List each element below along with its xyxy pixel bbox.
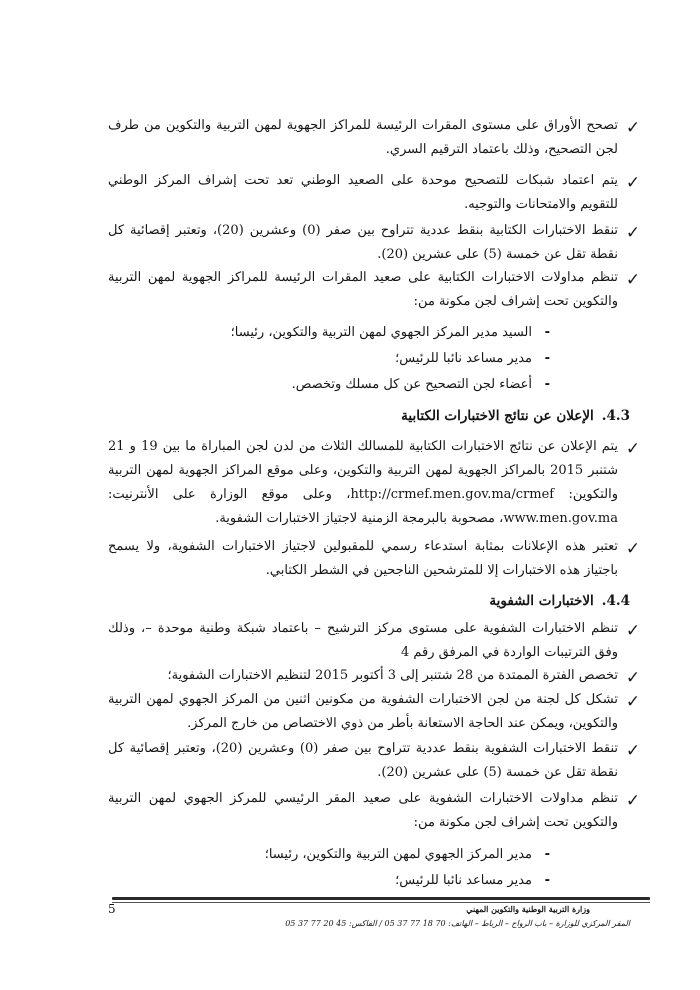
committee-item <box>120 322 550 344</box>
dash-icon: - <box>544 873 550 888</box>
bullet-item: تنظم مداولات الاختبارات الشفوية على صعيد المقر الرئيسي للمركز الجهوي لمهن التربية والتكوين تحت إشراف لجن مكونة من: <box>108 791 618 830</box>
section-number: 4.4. <box>601 593 630 609</box>
check-icon: ✓ <box>625 791 641 811</box>
footer-rule <box>112 897 650 900</box>
committee-item-text: مدير المركز الجهوي لمهن التربية والتكوين، رئيسا؛ <box>264 847 532 862</box>
bullet-item: تعتبر هذه الإعلانات بمثابة استدعاء رسمي للمقبولين لاجتياز الاختبارات الشفوية، ولا يسمح باجتياز هذه الاختبارات إلا للمترشحين الناجحين في الشطر الكتابي. <box>108 539 618 578</box>
dash-icon: - <box>544 847 550 862</box>
section-heading-4-4 <box>489 590 630 612</box>
committee-item <box>120 844 550 866</box>
bullet-item: تنقط الاختبارات الشفوية بنقط عددية تتراوح بين صفر (0) وعشرين (20)، وتعتبر إقصائية كل نقطة تقل عن خمسة (5) على عشرين (20). <box>108 741 618 780</box>
section-title: الإعلان عن نتائج الاختبارات الكتابية <box>401 408 594 424</box>
bullet-item: يتم الإعلان عن نتائج الاختبارات الكتابية للمسالك الثلاث من لدن لجن المباراة ما بين 19 و 21 شتنبر 2015 بالمراكز الجهوية لمهن التربية والتكوين، وعلى موقع المراكز الجهوية لمهن التربية والتكوين: http://crmef.men.gov.ma/crmef، وعلى موقع الوزارة على الأنترنيت: www.men.gov.ma، مصحوبة بالبرمجة الزمنية لاجتياز الاختبارات الشفوية. <box>108 439 619 526</box>
check-icon: ✓ <box>625 173 641 193</box>
committee-item-text: مدير مساعد نائبا للرئيس؛ <box>395 351 532 366</box>
committee-item-text: أعضاء لجن التصحيح عن كل مسلك وتخصص. <box>291 377 532 392</box>
bullet-item: تنظم مداولات الاختبارات الكتابية على صعيد المقرات الرئيسة للمراكز الجهوية لمهن التربية والتكوين تحت إشراف لجن مكونة من: <box>108 270 618 309</box>
check-icon: ✓ <box>625 118 641 138</box>
dash-icon: - <box>544 377 550 392</box>
check-icon: ✓ <box>625 692 641 712</box>
section-heading-4-3 <box>401 405 630 427</box>
bullet-item: تشكل كل لجنة من لجن الاختبارات الشفوية من مكونين اثنين من المركز الجهوي لمهن التربية والتكوين، ويمكن عند الحاجة الاستعانة بأطر من ذوي الاختصاص من خارج المركز. <box>108 692 618 731</box>
section-title: الاختبارات الشفوية <box>489 593 594 609</box>
check-icon: ✓ <box>625 223 641 243</box>
bullet-item: تنظم الاختبارات الشفوية على مستوى مركز الترشيح – باعتماد شبكة وطنية موحدة –، وذلك وفق الترتيبات الواردة في المرفق رقم 4 <box>108 621 618 660</box>
check-icon: ✓ <box>625 741 641 761</box>
footer-address: المقر المركزي للوزارة – باب الرواح – الرباط – الهاتف: 70 18 77 37 05 / الفاكس: 45 20 77 37 05 <box>285 919 630 928</box>
check-icon: ✓ <box>625 539 641 559</box>
bullet-item: تخصص الفترة الممتدة من 28 شتنبر إلى 3 أكتوبر 2015 لتنظيم الاختبارات الشفوية؛ <box>167 668 618 683</box>
check-icon: ✓ <box>625 270 641 290</box>
check-icon: ✓ <box>625 668 641 688</box>
footer-ministry: وزارة التربية الوطنية والتكوين المهني <box>466 904 590 914</box>
dash-icon: - <box>544 351 550 366</box>
check-icon: ✓ <box>625 621 641 641</box>
dash-icon: - <box>544 325 550 340</box>
committee-item <box>120 348 550 370</box>
committee-item <box>120 374 550 396</box>
committee-item-text: السيد مدير المركز الجهوي لمهن التربية والتكوين، رئيسا؛ <box>230 325 532 340</box>
page-number: 5 <box>108 902 116 916</box>
check-icon: ✓ <box>625 439 641 459</box>
bullet-item: يتم اعتماد شبكات للتصحيح موحدة على الصعيد الوطني تعد تحت إشراف المركز الوطني للتقويم والامتحانات والتوجيه. <box>108 173 618 212</box>
section-number: 4.3. <box>601 408 630 424</box>
committee-item <box>120 870 550 892</box>
bullet-item: تصحح الأوراق على مستوى المقرات الرئيسة للمراكز الجهوية لمهن التربية والتكوين من طرف لجن التصحيح، وذلك باعتماد الترقيم السري. <box>108 118 618 157</box>
bullet-item: تنقط الاختبارات الكتابية بنقط عددية تتراوح بين صفر (0) وعشرين (20)، وتعتبر إقصائية كل نقطة تقل عن خمسة (5) على عشرين (20). <box>108 223 618 262</box>
committee-item-text: مدير مساعد نائبا للرئيس؛ <box>395 873 532 888</box>
